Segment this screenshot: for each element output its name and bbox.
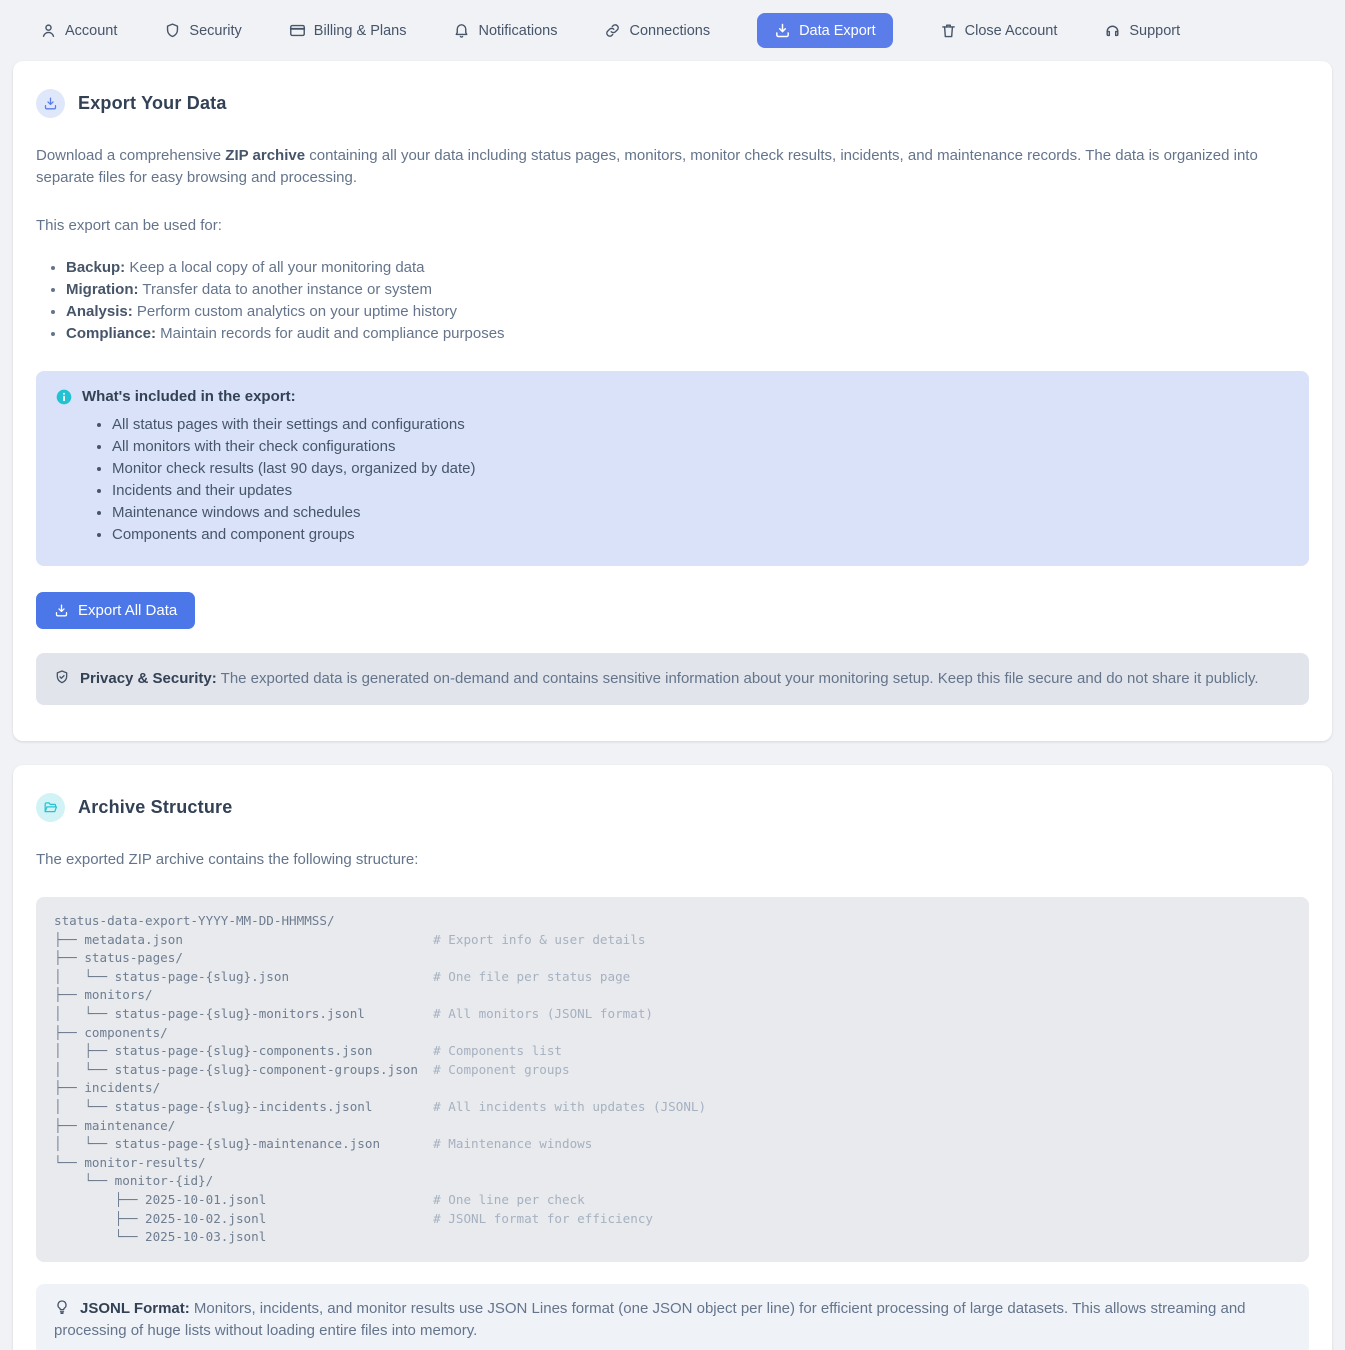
tab-data-export[interactable] xyxy=(757,13,893,48)
tab-notifications[interactable] xyxy=(453,22,557,39)
tree-line: │ └── status-page-{slug}-component-groups.json # Component groups xyxy=(54,1061,570,1077)
included-item: • All status pages with their settings and configurations xyxy=(112,414,1289,436)
tab-label: Connections xyxy=(629,22,711,39)
folder-icon xyxy=(36,793,65,822)
tree-line: ├── 2025-10-01.jsonl # One line per check xyxy=(54,1191,585,1207)
tab-account[interactable] xyxy=(40,22,117,39)
included-item: • Components and component groups xyxy=(112,524,1289,546)
included-item: • Monitor check results (last 90 days, organized by date) xyxy=(112,458,1289,480)
lightbulb-icon xyxy=(54,1299,70,1315)
tab-connections[interactable] xyxy=(604,22,710,39)
archive-structure-card xyxy=(13,765,1332,1350)
archive-title: Archive Structure xyxy=(78,797,233,817)
use-case-item: • Compliance: Maintain records for audit and compliance purposes xyxy=(66,323,1309,345)
tree-line: └── monitor-results/ xyxy=(54,1154,206,1170)
tab-support[interactable] xyxy=(1104,22,1180,39)
card-icon xyxy=(289,22,306,39)
tree-line: │ └── status-page-{slug}-incidents.jsonl # All incidents with updates (JSONL) xyxy=(54,1098,707,1114)
download-icon xyxy=(774,22,791,39)
tab-label: Account xyxy=(65,22,118,39)
use-case-item: • Backup: Keep a local copy of all your monitoring data xyxy=(66,257,1309,279)
jsonl-label: JSONL Format: xyxy=(80,1299,190,1317)
tree-line: └── 2025-10-03.jsonl xyxy=(54,1229,267,1245)
trash-icon xyxy=(940,22,957,39)
tree-line: ├── status-pages/ xyxy=(54,950,183,966)
export-data-card xyxy=(13,61,1332,741)
tab-label: Close Account xyxy=(964,22,1058,39)
tree-line: ├── incidents/ xyxy=(54,1080,161,1096)
tab-label: Data Export xyxy=(799,22,876,39)
tree-line: ├── 2025-10-02.jsonl # JSONL format for efficiency xyxy=(54,1210,653,1226)
tree-line: status-data-export-YYYY-MM-DD-HHMMSS/ xyxy=(54,913,335,928)
tree-line: ├── maintenance/ xyxy=(54,1117,176,1133)
use-cases-list xyxy=(36,257,1309,345)
settings-tabs xyxy=(0,0,1345,61)
download-icon xyxy=(54,603,69,618)
use-case-item: • Analysis: Perform custom analytics on your uptime history xyxy=(66,301,1309,323)
tab-label: Security xyxy=(189,22,242,39)
use-cases-lead: This export can be used for: xyxy=(36,217,222,234)
included-info-box xyxy=(36,371,1309,566)
included-item: • Incidents and their updates xyxy=(112,480,1289,502)
use-case-item: • Migration: Transfer data to another instance or system xyxy=(66,279,1309,301)
included-item: • Maintenance windows and schedules xyxy=(112,502,1289,524)
privacy-label: Privacy & Security: xyxy=(80,670,217,687)
tree-line: ├── metadata.json # Export info & user details xyxy=(54,931,646,947)
bell-icon xyxy=(453,22,470,39)
tree-line: │ └── status-page-{slug}.json # One file per status page xyxy=(54,968,631,984)
archive-tree xyxy=(36,897,1309,1262)
page-title: Export Your Data xyxy=(78,93,227,113)
link-icon xyxy=(604,22,621,39)
tab-label: Billing & Plans xyxy=(313,22,407,39)
download-icon xyxy=(36,89,65,118)
export-button-label: Export All Data xyxy=(78,602,178,619)
tab-label: Support xyxy=(1129,22,1181,39)
headset-icon xyxy=(1104,22,1121,39)
included-list xyxy=(56,414,1289,546)
tab-close-account[interactable] xyxy=(940,22,1058,39)
included-title: What's included in the export: xyxy=(82,388,296,405)
privacy-text: The exported data is generated on-demand and contains sensitive information about your monitoring setup. Keep this file secure and do not share it publicly. xyxy=(220,670,1259,687)
jsonl-note xyxy=(36,1284,1309,1350)
privacy-note xyxy=(36,653,1309,705)
tab-security[interactable] xyxy=(164,22,241,39)
included-item: • All monitors with their check configurations xyxy=(112,436,1289,458)
tab-billing-plans[interactable] xyxy=(289,22,407,39)
archive-card-header xyxy=(36,793,1309,822)
tree-line: │ └── status-page-{slug}-maintenance.json # Maintenance windows xyxy=(54,1136,593,1152)
info-icon xyxy=(56,389,72,405)
export-card-header xyxy=(36,89,1309,118)
shield-icon xyxy=(164,22,181,39)
user-icon xyxy=(40,22,57,39)
export-intro-text: Download a comprehensive ZIP archive containing all your data including status pages, monitors, monitor check results, incidents, and maintenance records. The data is organized into separate files for easy browsing and processing. xyxy=(36,147,1258,186)
tree-line: ├── monitors/ xyxy=(54,987,153,1003)
archive-intro: The exported ZIP archive contains the following structure: xyxy=(36,851,419,868)
tree-line: │ ├── status-page-{slug}-components.json # Components list xyxy=(54,1043,563,1059)
tab-label: Notifications xyxy=(478,22,558,39)
shield-check-icon xyxy=(54,669,70,685)
tree-line: └── monitor-{id}/ xyxy=(54,1173,214,1189)
export-all-data-button[interactable] xyxy=(36,592,195,629)
tree-line: │ └── status-page-{slug}-monitors.jsonl # All monitors (JSONL format) xyxy=(54,1005,653,1021)
jsonl-text: Monitors, incidents, and monitor results use JSON Lines format (one JSON object per line) for efficient processing of large datasets. This allows streaming and processing of huge lists without loading entire files into memory. xyxy=(54,1299,1246,1339)
tree-line: ├── components/ xyxy=(54,1024,168,1040)
